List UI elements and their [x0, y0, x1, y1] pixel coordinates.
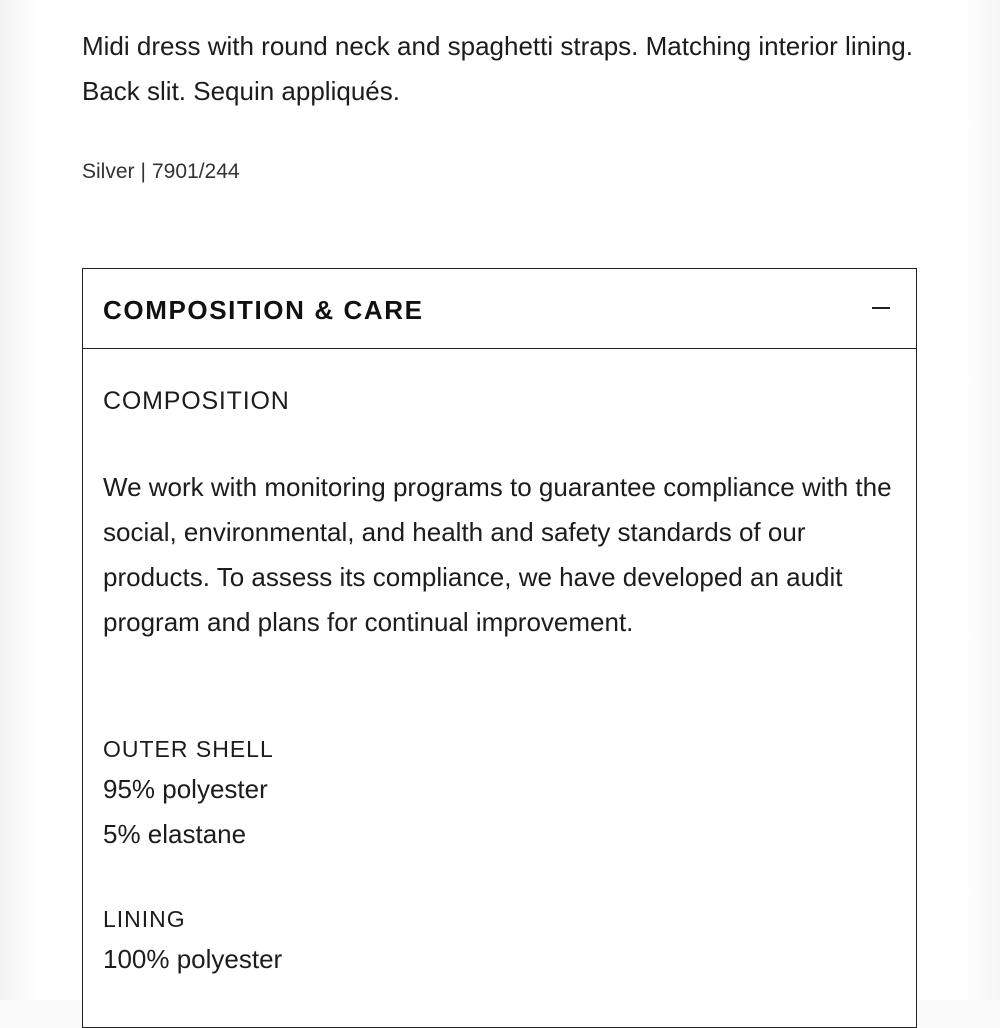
material-line: 95% polyester [103, 774, 268, 804]
lining-section [103, 903, 282, 982]
product-color: Silver [82, 160, 135, 183]
part-name: LINING [103, 906, 186, 932]
accordion-title: COMPOSITION & CARE [103, 295, 424, 325]
product-meta [82, 158, 240, 186]
product-description: Midi dress with round neck and spaghetti straps. Matching interior lining. Back slit. Sequin appliqués. [82, 31, 913, 106]
composition-care-accordion [82, 268, 917, 1028]
part-name: OUTER SHELL [103, 736, 274, 762]
compliance-text: We work with monitoring programs to guarantee compliance with the social, environmental, and health and safety standards of our products. To assess its compliance, we have developed an audit program and plans for continual improvement. [103, 472, 892, 637]
composition-care-header[interactable] [83, 269, 916, 349]
material-line: 5% elastane [103, 819, 247, 849]
meta-separator: | [140, 160, 146, 183]
product-reference: 7901/244 [151, 160, 240, 183]
material-line: 100% polyester [103, 944, 283, 974]
outer-shell-section [103, 733, 274, 857]
composition-heading: COMPOSITION [103, 387, 290, 415]
minus-icon[interactable] [872, 307, 890, 309]
